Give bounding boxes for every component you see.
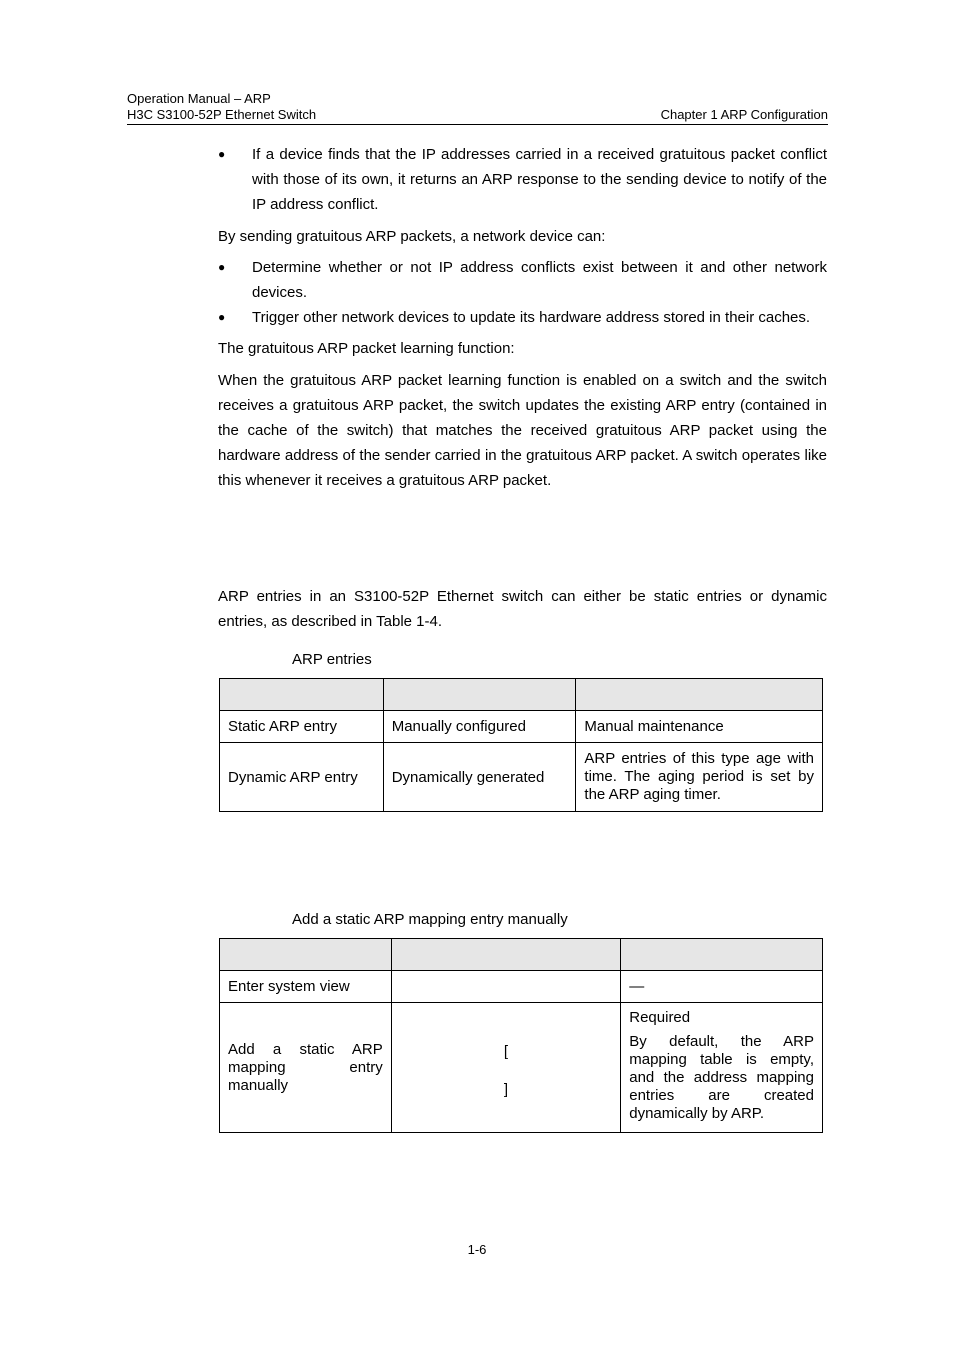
- body-block-1: [218, 142, 827, 493]
- page-number: 1-6: [467, 1242, 487, 1257]
- table-cell: Manually configured: [383, 711, 576, 743]
- header-cell: [391, 939, 620, 971]
- header-cell: [220, 679, 384, 711]
- bracket-open: [: [503, 1042, 509, 1060]
- table-cell: Dynamic ARP entry: [220, 743, 384, 812]
- header-cell: [576, 679, 823, 711]
- table-row: [220, 743, 823, 812]
- table1-caption: ARP entries: [292, 651, 372, 668]
- header-cell: [220, 939, 392, 971]
- paragraph-learning-body: When the gratuitous ARP packet learning function is enabled on a switch and the switch receives a gratuitous ARP packet, the switch updates the existing ARP entry (contained in the cache of the switch) that matches the received gratuitous ARP packet using the hardware address of the sender carried in the gratuitous ARP packet. A switch operates like this whenever it receives a gratuitous ARP packet.: [218, 372, 827, 489]
- required-label: Required: [629, 1009, 691, 1026]
- table-header-row: [220, 939, 823, 971]
- table-cell: Enter system view: [220, 971, 392, 1003]
- table-cell: Dynamically generated: [383, 743, 576, 812]
- running-header-left: [127, 91, 316, 123]
- bracket-close: ]: [503, 1080, 509, 1098]
- product-name: H3C S3100-52P Ethernet Switch: [127, 107, 317, 122]
- table2-caption: Add a static ARP mapping entry manually: [292, 911, 568, 928]
- table-cell: —: [621, 971, 823, 1003]
- table-cell: Manual maintenance: [576, 711, 823, 743]
- manual-title: Operation Manual – ARP: [127, 91, 271, 106]
- table-cell: Static ARP entry: [220, 711, 384, 743]
- header-rule: [127, 124, 828, 125]
- static-arp-table: [219, 938, 823, 1133]
- paragraph-learning-title: The gratuitous ARP packet learning function:: [218, 340, 515, 357]
- chapter-title: Chapter 1 ARP Configuration: [660, 107, 828, 122]
- table-row: [220, 971, 823, 1003]
- table-cell: [391, 971, 620, 1003]
- arp-entries-table: [219, 678, 823, 812]
- table-cell: ARP entries of this type age with time. The aging period is set by the ARP aging timer.: [576, 743, 823, 812]
- table-header-row: [220, 679, 823, 711]
- paragraph-entries: ARP entries in an S3100-52P Ethernet switch can either be static entries or dynamic entries, as described in Table 1-4.: [218, 588, 827, 630]
- bullet-item: ● Trigger other network devices to update its hardware address stored in their caches.: [218, 305, 827, 330]
- description-text: By default, the ARP mapping table is empty, and the address mapping entries are created dynamically by ARP.: [629, 1033, 814, 1122]
- table-row: [220, 1003, 823, 1133]
- bullet-item: ● If a device finds that the IP addresses carried in a received gratuitous packet conflict with those of its own, it returns an ARP response to the sending device to notify of the IP address conflict.: [218, 142, 827, 217]
- header-cell: [383, 679, 576, 711]
- header-cell: [621, 939, 823, 971]
- command-cell: [391, 1003, 620, 1133]
- bullet-icon: ●: [218, 260, 226, 274]
- table-cell: [621, 1003, 823, 1133]
- paragraph-sending: By sending gratuitous ARP packets, a network device can:: [218, 228, 606, 245]
- bullet-item: ● Determine whether or not IP address conflicts exist between it and other network devices.: [218, 255, 827, 305]
- body-block-2: [218, 584, 827, 634]
- table-cell: Add a static ARP mapping entry manually: [220, 1003, 392, 1133]
- table-row: [220, 711, 823, 743]
- bullet-icon: ●: [218, 147, 226, 161]
- bullet-icon: ●: [218, 310, 226, 324]
